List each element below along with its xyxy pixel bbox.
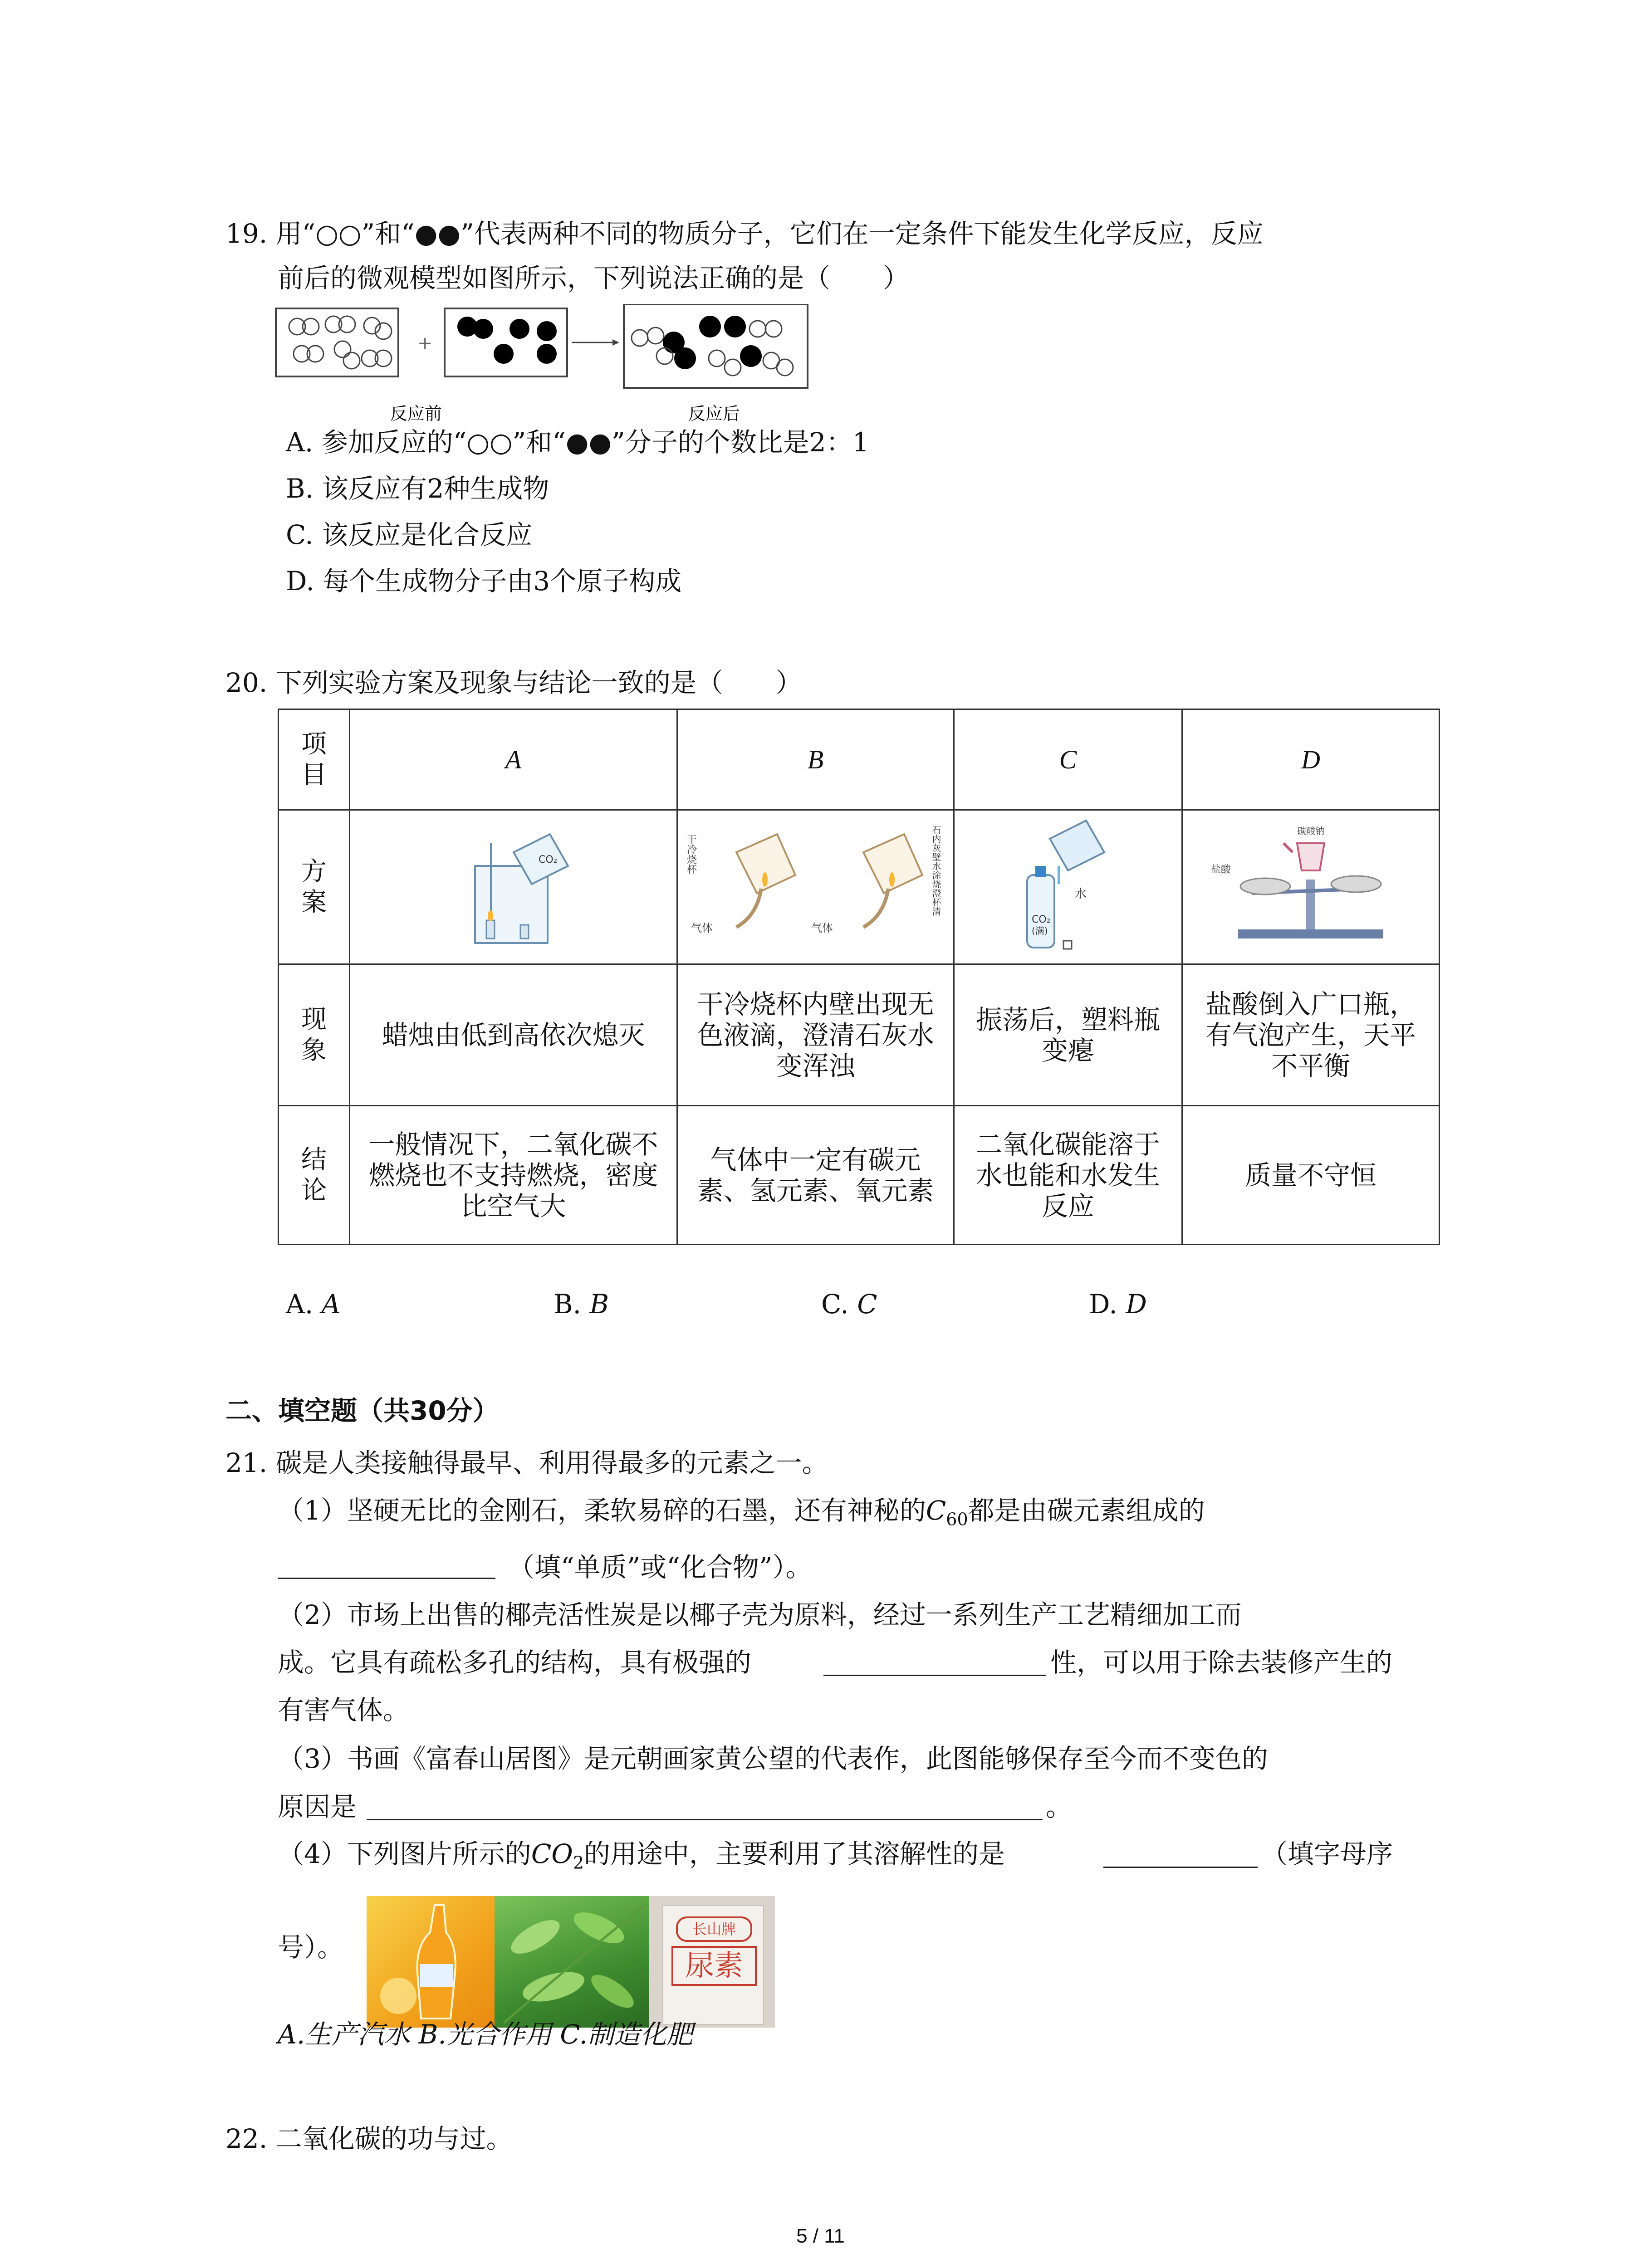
header-item: 项目 xyxy=(279,709,350,810)
phenomenon-c: 振荡后，塑料瓶变瘪 xyxy=(954,964,1182,1106)
q21-part2-line3: 有害气体。 xyxy=(278,1695,410,1725)
q21-part4-line1c: （填字母序 xyxy=(1261,1838,1393,1869)
q19-label-after: 反应后 xyxy=(688,404,740,424)
q21-stem: 21. 碳是人类接触得最早、利用得最多的元素之一。 xyxy=(225,1447,828,1478)
plan-d-illustration xyxy=(1182,810,1440,964)
svg-text:CO₂: CO₂ xyxy=(1032,914,1051,925)
conclusion-d: 质量不守恒 xyxy=(1182,1106,1440,1245)
q19-option-b: B. 该反应有2种生成物 xyxy=(286,473,549,504)
svg-text:石内灰壁水涂烧澄杯清: 石内灰壁水涂烧澄杯清 xyxy=(930,825,941,916)
phenomenon-a: 蜡烛由低到高依次熄灭 xyxy=(350,964,677,1106)
q19-option-a: A. 参加反应的“○○”和“●●”分子的个数比是2：1 xyxy=(286,427,869,458)
photo-fertilizer xyxy=(649,1896,775,2028)
phenomenon-b: 干冷烧杯内壁出现无色液滴，澄清石灰水变浑浊 xyxy=(677,964,954,1106)
row-label-phenomenon: 现象 xyxy=(279,964,350,1106)
gas-burning-illustration xyxy=(682,816,950,952)
svg-text:盐酸: 盐酸 xyxy=(1211,864,1231,875)
fertilizer-label: 尿素 xyxy=(671,1946,757,1986)
q19-plus: + xyxy=(417,333,433,354)
q19-option-c: C. 该反应是化合反应 xyxy=(286,519,533,550)
q21-part2-line2a: 成。它具有疏松多孔的结构，具有极强的 xyxy=(278,1647,752,1678)
q20-option-c: C. C xyxy=(821,1289,877,1320)
q21-part2-blank[interactable] xyxy=(823,1675,1046,1676)
beaker-candle-illustration xyxy=(423,816,604,952)
conclusion-b: 气体中一定有碳元素、氢元素、氧元素 xyxy=(677,1106,954,1245)
q21-part1-line2: （填“单质”或“化合物”）。 xyxy=(508,1552,812,1583)
q21-part2-line1: （2）市场上出售的椰壳活性炭是以椰子壳为原料，经过一系列生产工艺精细加工而 xyxy=(278,1599,1242,1630)
phenomenon-d: 盐酸倒入广口瓶，有气泡产生，天平不平衡 xyxy=(1182,964,1440,1106)
q21-part3-blank[interactable] xyxy=(367,1819,1043,1820)
table-row xyxy=(279,709,1440,810)
q20-option-d: D. D xyxy=(1089,1289,1147,1320)
leaf-icon xyxy=(495,1896,649,2028)
q21-photo-choices: A.生产汽水 B.光合作用 C.制造化肥 xyxy=(278,2019,693,2050)
table-row xyxy=(279,1106,1440,1245)
row-label-conclusion: 结论 xyxy=(279,1106,350,1245)
q21-part4-line1a: （4）下列图片所示的$CO_2$的用途中，主要利用了其溶解性的是 xyxy=(278,1838,1005,1873)
table-row xyxy=(279,810,1440,964)
conclusion-c: 二氧化碳能溶于水也能和水发生反应 xyxy=(954,1106,1182,1245)
svg-text:CO₂: CO₂ xyxy=(538,854,557,865)
q21-part3-line2a: 原因是 xyxy=(278,1791,357,1822)
q20-option-a: A. A xyxy=(286,1289,341,1320)
q21-part1-blank[interactable] xyxy=(278,1578,495,1579)
svg-text:气体: 气体 xyxy=(811,921,833,934)
row-label-plan: 方案 xyxy=(279,810,350,964)
q22-stem: 22. 二氧化碳的功与过。 xyxy=(225,2123,513,2154)
q20-table xyxy=(278,709,1440,1245)
q20-option-b: B. B xyxy=(554,1289,609,1320)
q19-label-before: 反应前 xyxy=(390,404,442,424)
header-c: C xyxy=(954,709,1182,810)
header-a: A xyxy=(350,709,677,810)
photo-soda xyxy=(367,1896,495,2028)
header-d: D xyxy=(1182,709,1440,810)
photo-leaves xyxy=(495,1896,649,2028)
svg-text:碳酸钠: 碳酸钠 xyxy=(1297,825,1324,836)
q21-part3-line2b: 。 xyxy=(1046,1791,1073,1822)
q21-part4-line2: 号）。 xyxy=(278,1932,344,1963)
q21-part4-blank[interactable] xyxy=(1103,1867,1258,1868)
balance-illustration xyxy=(1202,816,1420,952)
q20-stem: 20. 下列实验方案及现象与结论一致的是（ ） xyxy=(225,667,802,698)
q21-part3-line1: （3）书画《富春山居图》是元朝画家黄公望的代表作，此图能够保存至今而不变色的 xyxy=(278,1743,1268,1774)
plan-a-illustration xyxy=(350,810,677,964)
q19-line1: 19. 用“○○”和“●●”代表两种不同的物质分子，它们在一定条件下能发生化学反应，反应 xyxy=(225,218,1264,249)
header-b: B xyxy=(677,709,954,810)
q19-line2: 前后的微观模型如图所示，下列说法正确的是（ ） xyxy=(278,263,910,293)
q19-reaction-diagram xyxy=(274,304,810,431)
bottle-water-illustration xyxy=(995,811,1141,957)
plan-b-illustration xyxy=(677,810,954,964)
svg-text:水: 水 xyxy=(1075,887,1087,901)
soda-bottle-icon xyxy=(367,1896,495,2028)
q21-part2-line2b: 性，可以用于除去装修产生的 xyxy=(1050,1647,1393,1678)
conclusion-a: 一般情况下，二氧化碳不燃烧也不支持燃烧，密度比空气大 xyxy=(350,1106,677,1245)
section-heading: 二、填空题（共30分） xyxy=(225,1395,499,1426)
svg-text:(满): (满) xyxy=(1032,925,1048,936)
page-number: 5 / 11 xyxy=(796,2225,845,2247)
svg-text:气体: 气体 xyxy=(691,921,713,934)
fertilizer-brand: 长山牌 xyxy=(676,1916,752,1942)
q21-part1-line1: （1）坚硬无比的金刚石，柔软易碎的石墨，还有神秘的$C_{60}$都是由碳元素组成的 xyxy=(278,1495,1205,1530)
table-row xyxy=(279,964,1440,1106)
svg-text:干冷烧杯: 干冷烧杯 xyxy=(685,834,696,874)
q19-option-d: D. 每个生成物分子由3个原子构成 xyxy=(286,566,682,596)
plan-c-illustration xyxy=(954,810,1182,964)
